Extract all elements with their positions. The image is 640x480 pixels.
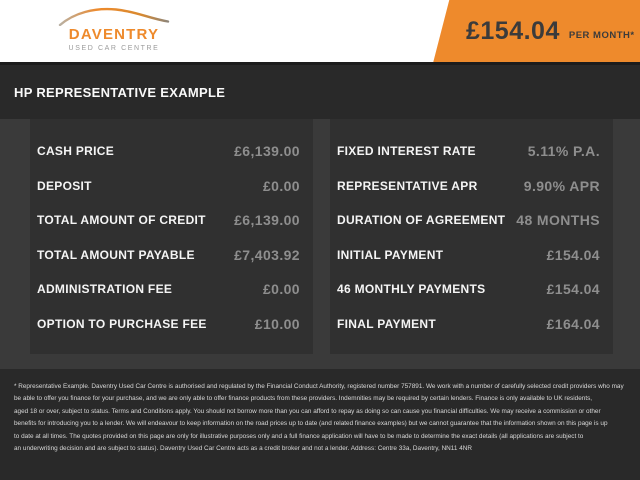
finance-panel-left [30,119,313,354]
finance-panel-right [330,119,613,354]
finance-row [330,203,613,238]
disclaimer-line: be able to offer you finance for your purchase, and we are only able to offer finance products from these providers. Indemnities may be required by certain lenders. Finance is only available to UK residents, [14,395,593,403]
row-value: £164.04 [546,315,600,332]
row-value: £154.04 [546,281,600,298]
monthly-price: £154.04 [466,16,560,45]
row-value: £10.00 [254,315,300,332]
row-label: ADMINISTRATION FEE [37,282,173,297]
row-value: £6,139.00 [234,143,300,160]
finance-row [330,134,613,169]
finance-row [30,307,313,342]
disclaimer-line: an underwriting decision and are subject to status). Daventry Used Car Centre acts as a credit broker and not a lender. Address: Centre 33a, Daventry, NN11 4NR [14,445,472,453]
finance-row [30,272,313,307]
section-title-band [0,65,640,119]
row-label: DEPOSIT [37,178,92,193]
row-value: 48 MONTHS [516,212,600,229]
car-silhouette-icon [58,6,170,26]
finance-row [330,238,613,273]
row-label: TOTAL AMOUNT OF CREDIT [37,213,206,228]
row-label: OPTION TO PURCHASE FEE [37,316,207,331]
row-label: DURATION OF AGREEMENT [337,213,506,228]
finance-panels-band [0,119,640,369]
row-label: TOTAL AMOUNT PAYABLE [37,247,195,262]
finance-row [30,134,313,169]
row-value: 5.11% P.A. [527,143,600,160]
row-label: INITIAL PAYMENT [337,247,444,262]
finance-row [330,169,613,204]
row-value: £0.00 [262,281,300,298]
finance-row [330,307,613,342]
disclaimer-line: benefits for introducing you to a lender. We will endeavour to keep information on the road prices up to date (and related finance examples) but we cannot guarantee that the information shown on this page is up [14,420,608,428]
row-label: CASH PRICE [37,144,115,159]
finance-row [330,272,613,307]
row-label: 46 MONTHLY PAYMENTS [337,282,486,297]
finance-row [30,203,313,238]
row-value: £6,139.00 [234,212,300,229]
row-value: £154.04 [546,246,600,263]
finance-row [30,238,313,273]
per-month-label: PER MONTH* [568,30,635,41]
header [0,0,640,65]
dealer-logo [58,6,170,53]
page-title: HP REPRESENTATIVE EXAMPLE [14,84,226,100]
row-label: FINAL PAYMENT [337,316,437,331]
row-label: FIXED INTEREST RATE [337,144,476,159]
disclaimer-line: to date at all times. The quotes provided on this page are only for illustrative purposes only and a full finance application will have to be made to determine the exact details (all applications are subject to [14,432,584,440]
row-value: £0.00 [262,177,300,194]
logo-tagline: USED CAR CENTRE [68,45,160,52]
finance-row [30,169,313,204]
monthly-price-block [466,0,635,62]
row-value: 9.90% APR [523,177,600,194]
logo-name: DAVENTRY [68,26,160,43]
disclaimer-line: aged 18 or over, subject to status. Terms and Conditions apply. You should not borrow more than you can afford to repay as doing so can cause you financial difficulties. We may receive a commission or other [14,407,601,415]
row-label: REPRESENTATIVE APR [337,178,478,193]
disclaimer-line: * Representative Example. Daventry Used Car Centre is authorised and regulated by the Financial Conduct Authority, registered number 757891. We work with a number of carefully selected credit providers who may [14,383,624,390]
disclaimer [0,369,640,480]
row-value: £7,403.92 [234,246,300,263]
